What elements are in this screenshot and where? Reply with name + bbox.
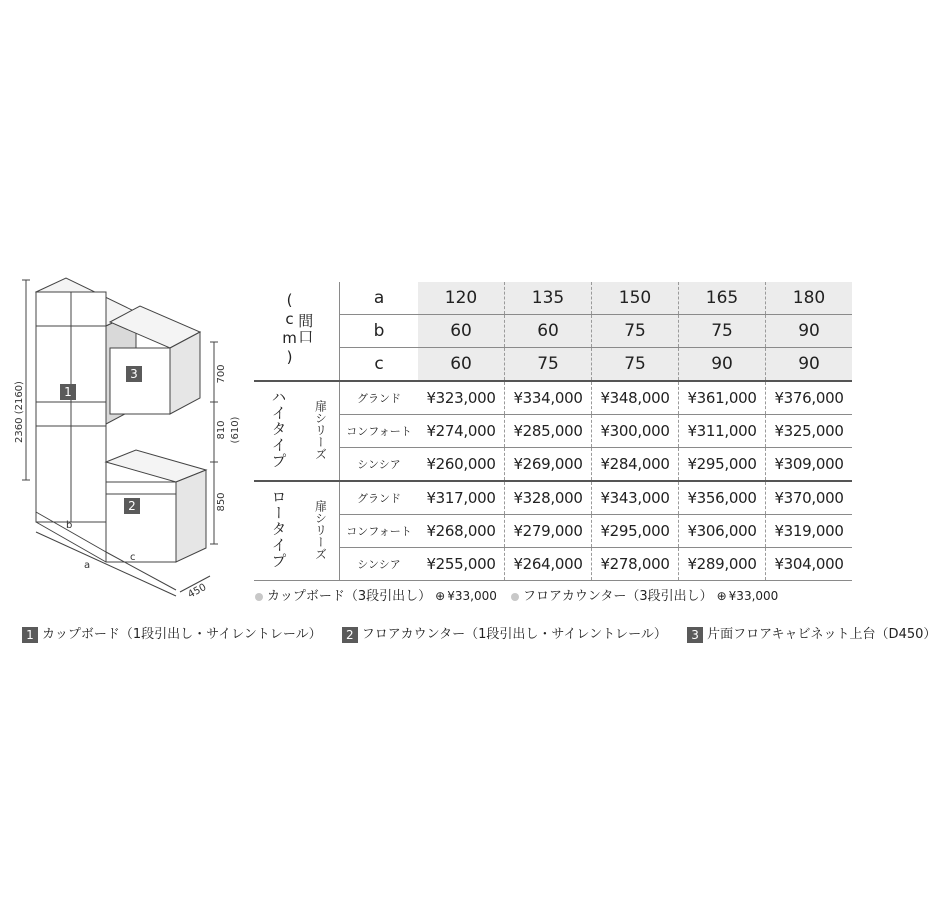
table-row — [254, 448, 852, 482]
price-cell: ¥376,000 — [766, 381, 853, 415]
cabinet-drawing — [14, 262, 250, 602]
dim-a-2: 135 — [505, 282, 592, 315]
price-cell: ¥325,000 — [766, 415, 853, 448]
price-cell: ¥285,000 — [505, 415, 592, 448]
legend — [22, 623, 952, 643]
price-cell: ¥304,000 — [766, 548, 853, 581]
dim-850: 850 — [216, 492, 227, 512]
legend-number: 3 — [687, 627, 703, 643]
series-label-high: 扉シリーズ — [301, 381, 339, 481]
dim-b-1: 60 — [418, 315, 505, 348]
group-low-type: ロータイプ — [254, 481, 301, 581]
group-high-type: ハイタイプ — [254, 381, 301, 481]
dim-b-3: 75 — [592, 315, 679, 348]
price-table — [254, 282, 852, 581]
price-cell: ¥361,000 — [679, 381, 766, 415]
dim-c-5: 90 — [766, 348, 853, 382]
marker-1: 1 — [64, 385, 72, 399]
row-key-c: c — [340, 348, 419, 382]
dim-c-1: 60 — [418, 348, 505, 382]
legend-number: 2 — [342, 627, 358, 643]
table-row — [254, 415, 852, 448]
price-cell: ¥279,000 — [505, 515, 592, 548]
width-header: 間口(cm) — [254, 282, 340, 381]
price-cell: ¥306,000 — [679, 515, 766, 548]
marker-3: 3 — [130, 367, 138, 381]
bullet-icon — [511, 593, 519, 601]
legend-label: カップボード（1段引出し・サイレントレール） — [42, 627, 322, 642]
dim-450: 450 — [186, 581, 209, 601]
option-cupboard — [255, 589, 501, 604]
dim-610: (610) — [230, 416, 241, 444]
dim-b-2: 60 — [505, 315, 592, 348]
price-cell: ¥295,000 — [592, 515, 679, 548]
table-row — [254, 548, 852, 581]
width-row-a — [254, 282, 852, 315]
row-key-a: a — [340, 282, 419, 315]
price-cell: ¥295,000 — [679, 448, 766, 482]
series-name: コンフォート — [340, 515, 419, 548]
dim-700: 700 — [216, 364, 227, 384]
legend-item — [342, 623, 667, 643]
dim-c-4: 90 — [679, 348, 766, 382]
series-name: グランド — [340, 481, 419, 515]
series-name: シンシア — [340, 548, 419, 581]
dim-c-3: 75 — [592, 348, 679, 382]
dim-810: 810 — [216, 420, 227, 440]
dim-a-5: 180 — [766, 282, 853, 315]
plus-icon: ⊕ — [716, 589, 727, 603]
plus-icon: ⊕ — [435, 589, 446, 603]
dim-a-3: 150 — [592, 282, 679, 315]
width-row-c — [254, 348, 852, 382]
dim-a: a — [84, 560, 91, 571]
price-cell: ¥274,000 — [418, 415, 505, 448]
series-name: コンフォート — [340, 415, 419, 448]
price-cell: ¥356,000 — [679, 481, 766, 515]
price-cell: ¥317,000 — [418, 481, 505, 515]
price-cell: ¥300,000 — [592, 415, 679, 448]
dim-a-4: 165 — [679, 282, 766, 315]
price-cell: ¥334,000 — [505, 381, 592, 415]
option-label: カップボード（3段引出し） — [267, 589, 432, 604]
legend-label: フロアカウンター（1段引出し・サイレントレール） — [361, 627, 667, 642]
price-cell: ¥289,000 — [679, 548, 766, 581]
price-cell: ¥284,000 — [592, 448, 679, 482]
dim-c-2: 75 — [505, 348, 592, 382]
legend-number: 1 — [22, 627, 38, 643]
dim-b-5: 90 — [766, 315, 853, 348]
option-price: ¥33,000 — [447, 589, 497, 603]
table-row — [254, 381, 852, 415]
option-label: フロアカウンター（3段引出し） — [522, 589, 713, 604]
price-cell: ¥309,000 — [766, 448, 853, 482]
legend-item — [22, 623, 322, 643]
cabinet-drawing-svg — [14, 262, 250, 602]
dim-b-4: 75 — [679, 315, 766, 348]
legend-item — [687, 623, 936, 643]
dim-b: b — [66, 520, 73, 531]
table-row — [254, 515, 852, 548]
height-label: 2360 (2160) — [14, 381, 25, 443]
price-cell: ¥343,000 — [592, 481, 679, 515]
dim-a-1: 120 — [418, 282, 505, 315]
price-cell: ¥323,000 — [418, 381, 505, 415]
counter-side — [176, 470, 206, 562]
dim-c: c — [130, 552, 136, 563]
price-cell: ¥311,000 — [679, 415, 766, 448]
price-cell: ¥255,000 — [418, 548, 505, 581]
price-cell: ¥278,000 — [592, 548, 679, 581]
price-cell: ¥260,000 — [418, 448, 505, 482]
table-row — [254, 481, 852, 515]
bullet-icon — [255, 593, 263, 601]
row-key-b: b — [340, 315, 419, 348]
option-price: ¥33,000 — [728, 589, 779, 603]
price-cell: ¥319,000 — [766, 515, 853, 548]
price-cell: ¥370,000 — [766, 481, 853, 515]
price-cell: ¥268,000 — [418, 515, 505, 548]
option-floor-counter — [511, 589, 778, 604]
marker-2: 2 — [128, 499, 136, 513]
width-row-b — [254, 315, 852, 348]
options-line — [255, 585, 788, 604]
price-cell: ¥348,000 — [592, 381, 679, 415]
series-name: グランド — [340, 381, 419, 415]
legend-label: 片面フロアキャビネット上台（D450） — [707, 627, 937, 642]
price-cell: ¥269,000 — [505, 448, 592, 482]
price-cell: ¥264,000 — [505, 548, 592, 581]
series-name: シンシア — [340, 448, 419, 482]
price-cell: ¥328,000 — [505, 481, 592, 515]
series-label-low: 扉シリーズ — [301, 481, 339, 581]
